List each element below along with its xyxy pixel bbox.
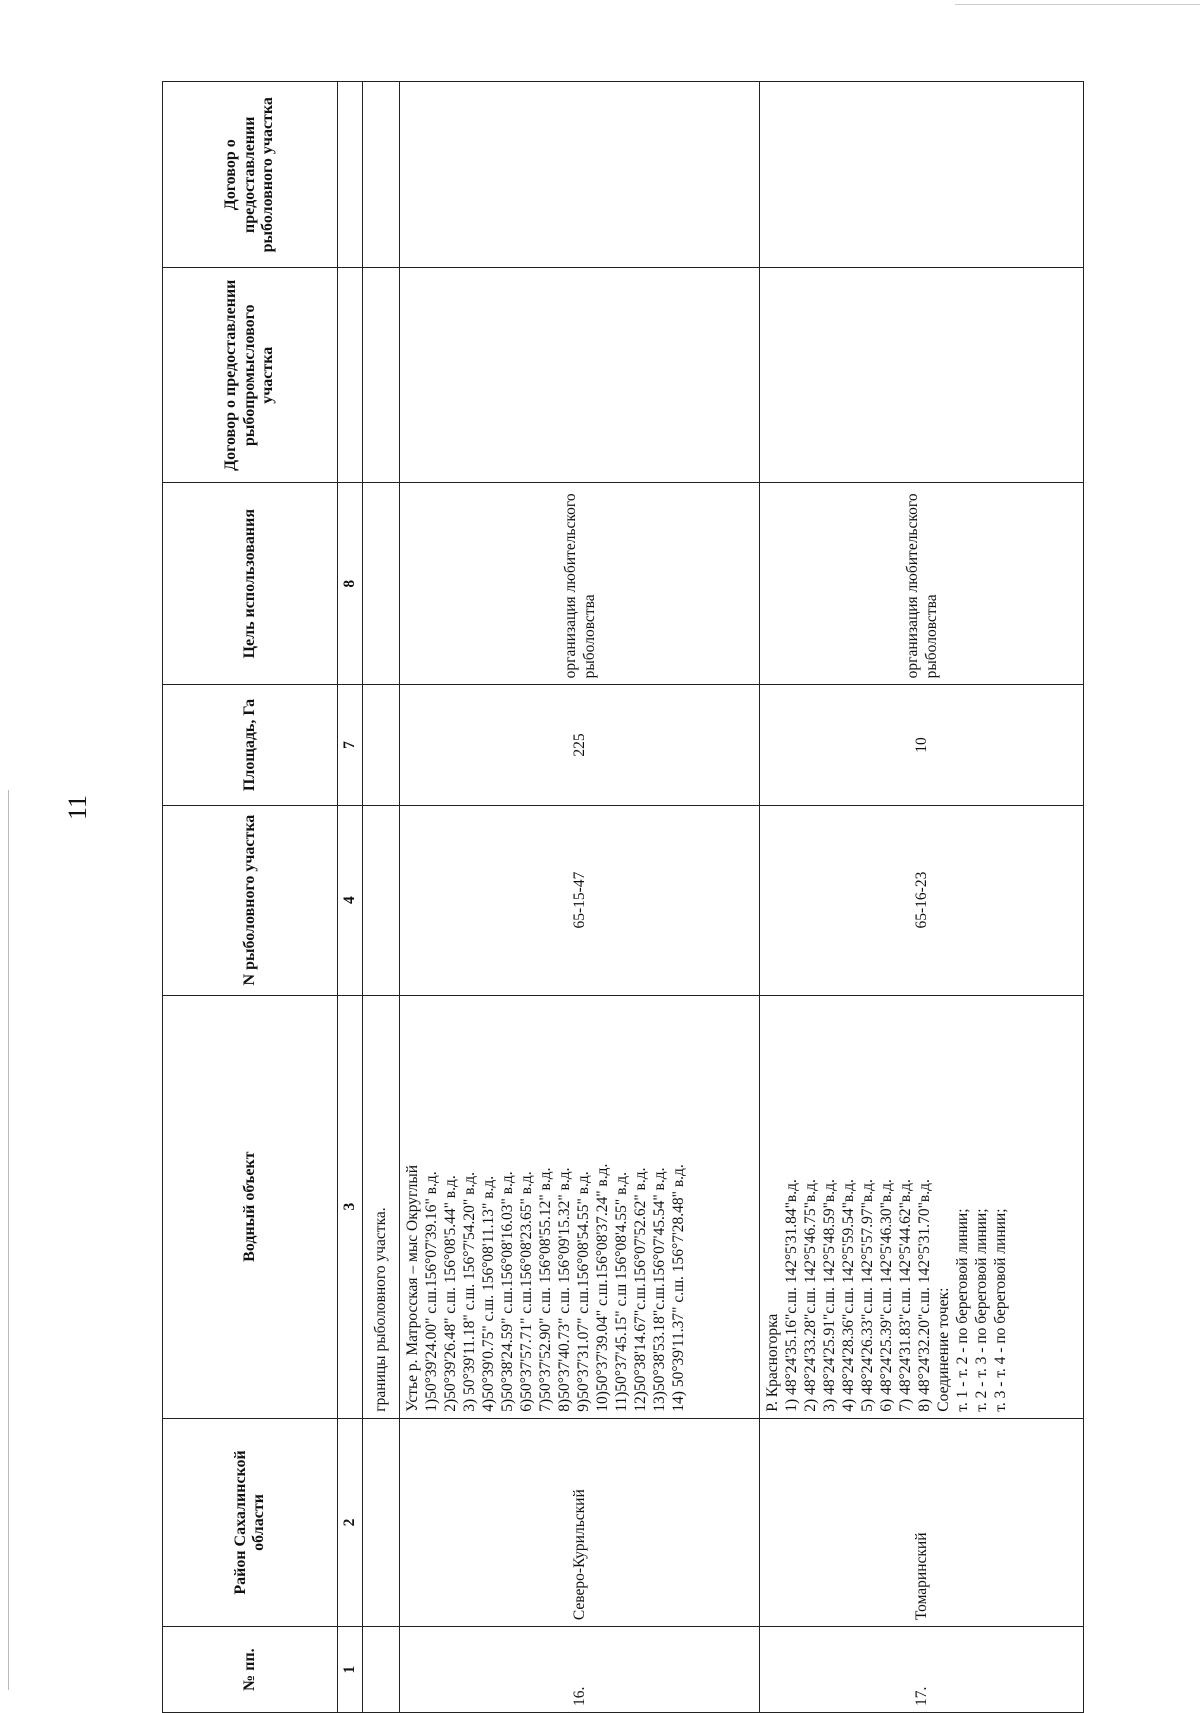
area-cell: 10 [760, 685, 1084, 805]
purpose-cell: организация любительского рыболовства [760, 483, 1084, 685]
row-number: 17. [760, 1627, 1084, 1713]
header-row [163, 82, 338, 1713]
coordinate-line: 10)50°37'39.04" с.ш.156°08'37.24" в.д. [594, 1163, 611, 1412]
contract-fishing-cell [400, 82, 760, 268]
coordinate-line: 6) 48°24'25.39"с.ш. 142°5'46.30"в.д. [878, 1179, 895, 1412]
water-object-cell [760, 995, 1084, 1418]
table-row [400, 82, 760, 1713]
connection-line: т. 3 - т. 4 - по береговой линии; [992, 1208, 1009, 1412]
coordinate-line: 1) 48°24'35.16"с.ш. 142°5'31.84"в.д. [783, 1179, 800, 1412]
colnum-6: 8 [338, 483, 363, 685]
coordinate-line: 5)50°38'24.59" с.ш.156°08'16.03" в.д. [499, 1171, 516, 1412]
district-cell: Северо-Курильский [400, 1418, 760, 1626]
area-cell: 225 [400, 685, 760, 805]
coordinate-line: 6)50°37'57.71" с.ш.156°08'23.65" в.д. [518, 1171, 535, 1412]
fishing-plots-table [162, 81, 1084, 1713]
district-cell: Томаринский [760, 1418, 1084, 1626]
coordinate-line: 11)50°37'45.15" с.ш 156°08'4.55" в.д. [613, 1171, 630, 1412]
header-water-object: Водный объект [163, 995, 338, 1418]
rotated-table-container [162, 81, 1084, 1713]
coordinate-line: 1)50°39'24.00" с.ш.156°07'39.16" в.д. [423, 1171, 440, 1412]
colnum-8 [338, 82, 363, 268]
coordinate-line: 3) 50°39'11.18" с.ш. 156°7'54.20" в.д. [461, 1171, 478, 1412]
header-purpose: Цель использования [163, 483, 338, 685]
coordinate-line: 7)50°37'52.90" с.ш. 156°08'55.12" в.д. [537, 1167, 554, 1412]
plot-number-cell: 65-15-47 [400, 805, 760, 995]
colnum-5: 7 [338, 685, 363, 805]
coordinate-line: 8)50°37'40.73" с.ш. 156°09'15.32" в.д. [556, 1167, 573, 1412]
colnum-1: 1 [338, 1627, 363, 1713]
contract-fishery-cell [760, 268, 1084, 483]
connection-heading: Соединение точек: [935, 1287, 952, 1412]
colnum-2: 2 [338, 1418, 363, 1626]
header-contract-fishing: Договор о предоставлении рыболовного участка [163, 82, 338, 268]
boundary-note: границы рыболовного участка. [363, 995, 400, 1418]
contract-fishing-cell [760, 82, 1084, 268]
header-area: Площадь, Га [163, 685, 338, 805]
coordinate-line: 13)50°38'53.18"с.ш.156°07'45.54" в.д. [651, 1167, 668, 1412]
header-plot-number: N рыболовного участка [163, 805, 338, 995]
purpose-cell: организация любительского рыболовства [400, 483, 760, 685]
connection-line: т. 2 - т. 3 - по береговой линии; [973, 1208, 990, 1412]
colnum-7 [338, 268, 363, 483]
colnum-3: 3 [338, 995, 363, 1418]
coordinate-line: 2)50°39'26.48" с.ш. 156°08'5.44" в.д. [442, 1175, 459, 1412]
coordinate-line: 4)50°39'0.75" с.ш. 156°08'11.13" в.д. [480, 1175, 497, 1412]
coordinate-line: 9)50°37'31.07" с.ш.156°08'54.55" в.д. [575, 1171, 592, 1412]
connection-line: т. 1 - т. 2 - по береговой линии; [954, 1208, 971, 1412]
coordinate-line: 8) 48°24'32.20"с.ш. 142°5'31.70"в.д. [916, 1179, 933, 1412]
plot-number-cell: 65-16-23 [760, 805, 1084, 995]
table-row [760, 82, 1084, 1713]
coordinate-line: 5) 48°24'26.33"с.ш. 142°5'57.97"в.д. [859, 1179, 876, 1412]
note-row [363, 82, 400, 1713]
page-number: 11 [63, 794, 92, 820]
coordinate-line: 3) 48°24'25.91"с.ш. 142°5'48.59"в.д. [821, 1179, 838, 1412]
column-number-row [338, 82, 363, 1713]
contract-fishery-cell [400, 268, 760, 483]
water-object-cell [400, 995, 760, 1418]
header-district: Район Сахалинской области [163, 1418, 338, 1626]
coordinate-line: 12)50°38'14.67"с.ш.156°07'52.62" в.д. [632, 1167, 649, 1412]
coordinate-line: 2) 48°24'33.28"с.ш. 142°5'46.75"в.д. [802, 1179, 819, 1412]
scan-margin-line [8, 790, 9, 1690]
water-title: Р. Красногорка [764, 1313, 781, 1412]
header-num: № пп. [163, 1627, 338, 1713]
coordinate-line: 4) 48°24'28.36"с.ш. 142°5'59.54"в.д. [840, 1179, 857, 1412]
header-contract-fishery: Договор о предоставлении рыбопромыслового участка [163, 268, 338, 483]
row-number: 16. [400, 1627, 760, 1713]
scan-edge-line [955, 4, 1200, 5]
water-title: Устье р. Матросская – мыс Округлый [404, 1164, 421, 1412]
coordinate-line: 7) 48°24'31.83"с.ш. 142°5'44.62"в.д. [897, 1179, 914, 1412]
colnum-4: 4 [338, 805, 363, 995]
coordinate-line: 14) 50°39'11.37" с.ш. 156°7'28.48" в.д. [670, 1164, 687, 1412]
